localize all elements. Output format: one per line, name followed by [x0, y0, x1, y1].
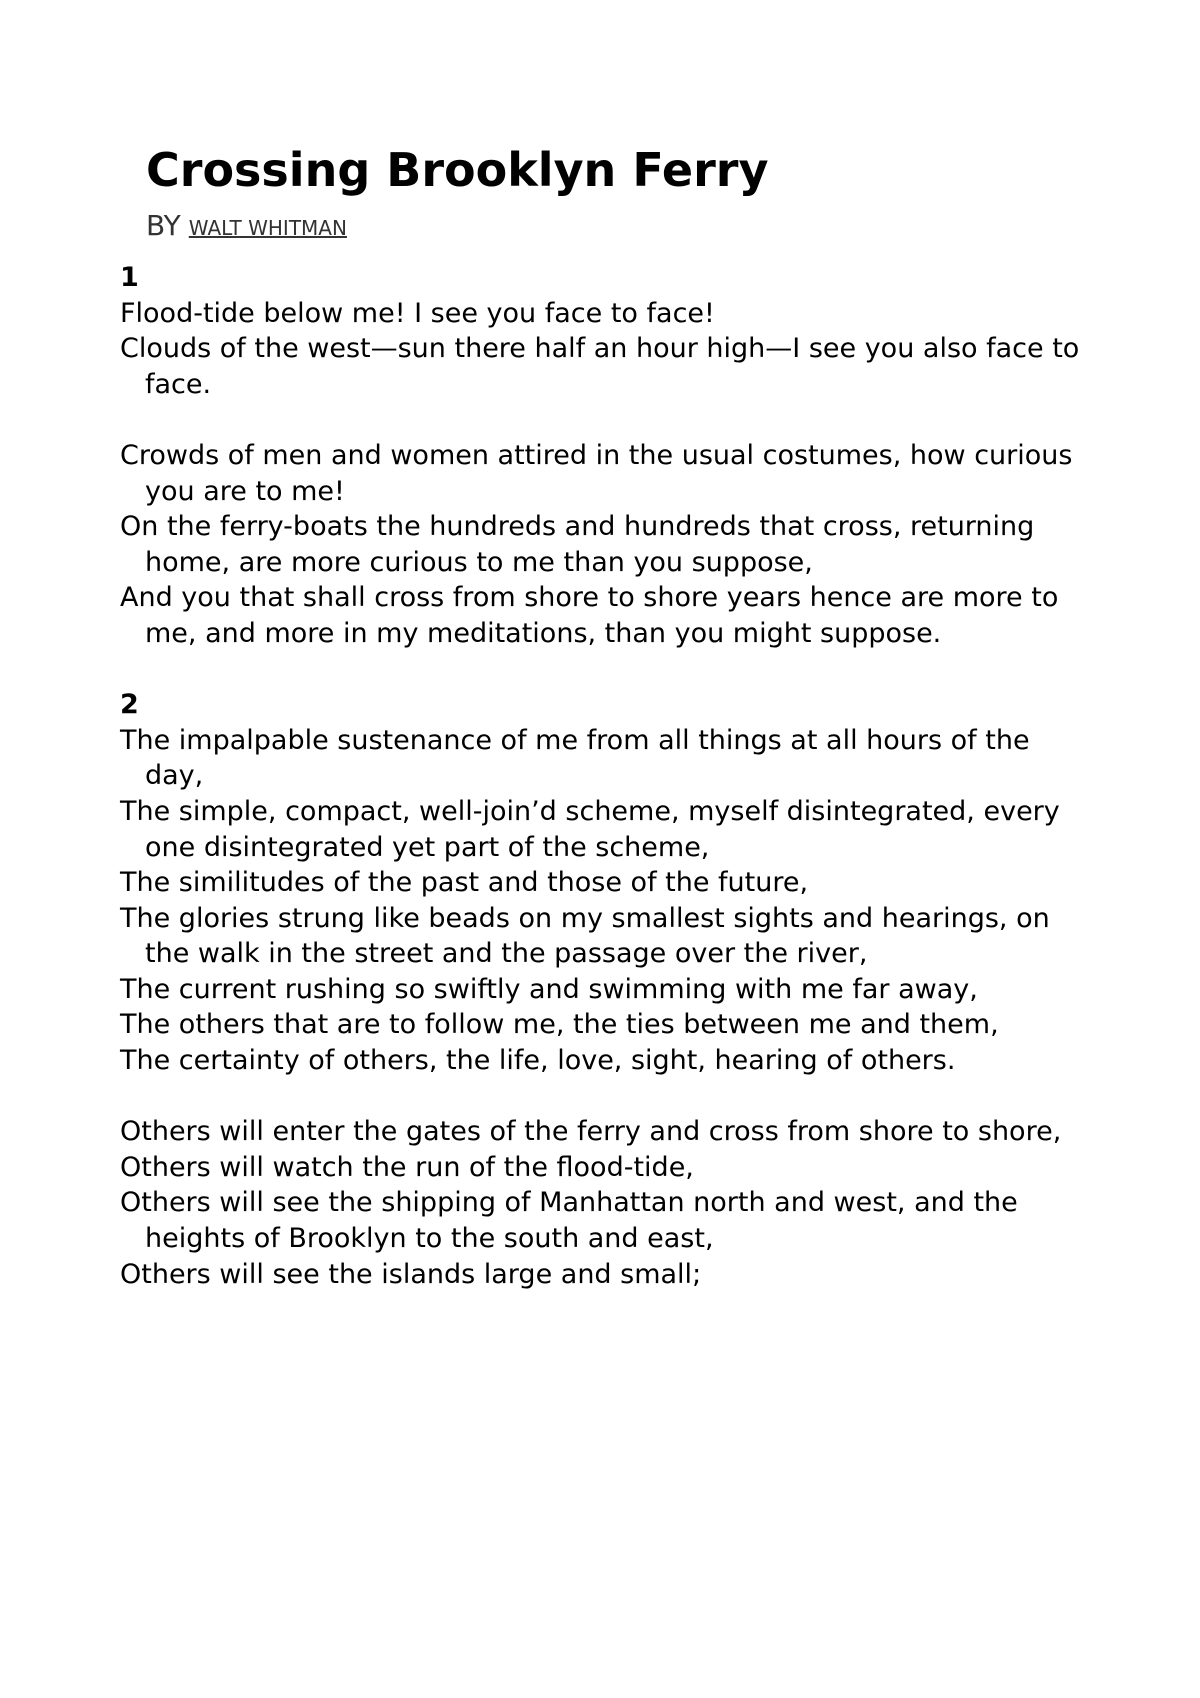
poem-line: On the ferry-boats the hundreds and hundreds that cross, returning home, are more curious to me than you suppose,: [120, 511, 1035, 578]
stanza-gap: [120, 402, 1080, 438]
poem-line: And you that shall cross from shore to shore years hence are more to me, and more in my meditations, than you might suppose.: [120, 582, 1059, 649]
poem-body: [120, 260, 1080, 1292]
poem-line: Clouds of the west—sun there half an hour high—I see you also face to face.: [120, 333, 1080, 400]
poem-line: Others will watch the run of the flood-tide,: [120, 1151, 694, 1183]
poem-line: Flood-tide below me! I see you face to face!: [120, 297, 715, 329]
poem-title: Crossing Brooklyn Ferry: [146, 143, 769, 197]
poem-line: The glories strung like beads on my smallest sights and hearings, on the walk in the street and the passage over the river,: [120, 902, 1050, 970]
byline: [146, 208, 347, 246]
poem-line: The simple, compact, well-join’d scheme, myself disintegrated, every one disintegrated yet part of the scheme,: [120, 795, 1060, 863]
poem-line: Crowds of men and women attired in the usual costumes, how curious you are to me!: [120, 439, 1073, 507]
byline-prefix: BY: [146, 209, 181, 242]
section-gap: [120, 652, 1080, 688]
poem-line: The similitudes of the past and those of the future,: [120, 867, 809, 899]
author-link[interactable]: WALT WHITMAN: [188, 216, 347, 240]
poem-line: Others will see the islands large and small;: [120, 1258, 702, 1290]
poem-line: The impalpable sustenance of me from all things at all hours of the day,: [120, 724, 1030, 792]
section-number: 2: [120, 689, 139, 721]
poem-line: Others will enter the gates of the ferry and cross from shore to shore,: [120, 1116, 1062, 1148]
poem-line: The certainty of others, the life, love, sight, hearing of others.: [120, 1045, 956, 1077]
stanza-gap: [120, 1079, 1080, 1115]
poem-line: The others that are to follow me, the ties between me and them,: [120, 1009, 999, 1041]
poem-line: The current rushing so swiftly and swimming with me far away,: [120, 973, 978, 1005]
section-number: 1: [120, 262, 139, 293]
poem-line: Others will see the shipping of Manhattan north and west, and the heights of Brooklyn to the south and east,: [120, 1187, 1018, 1255]
